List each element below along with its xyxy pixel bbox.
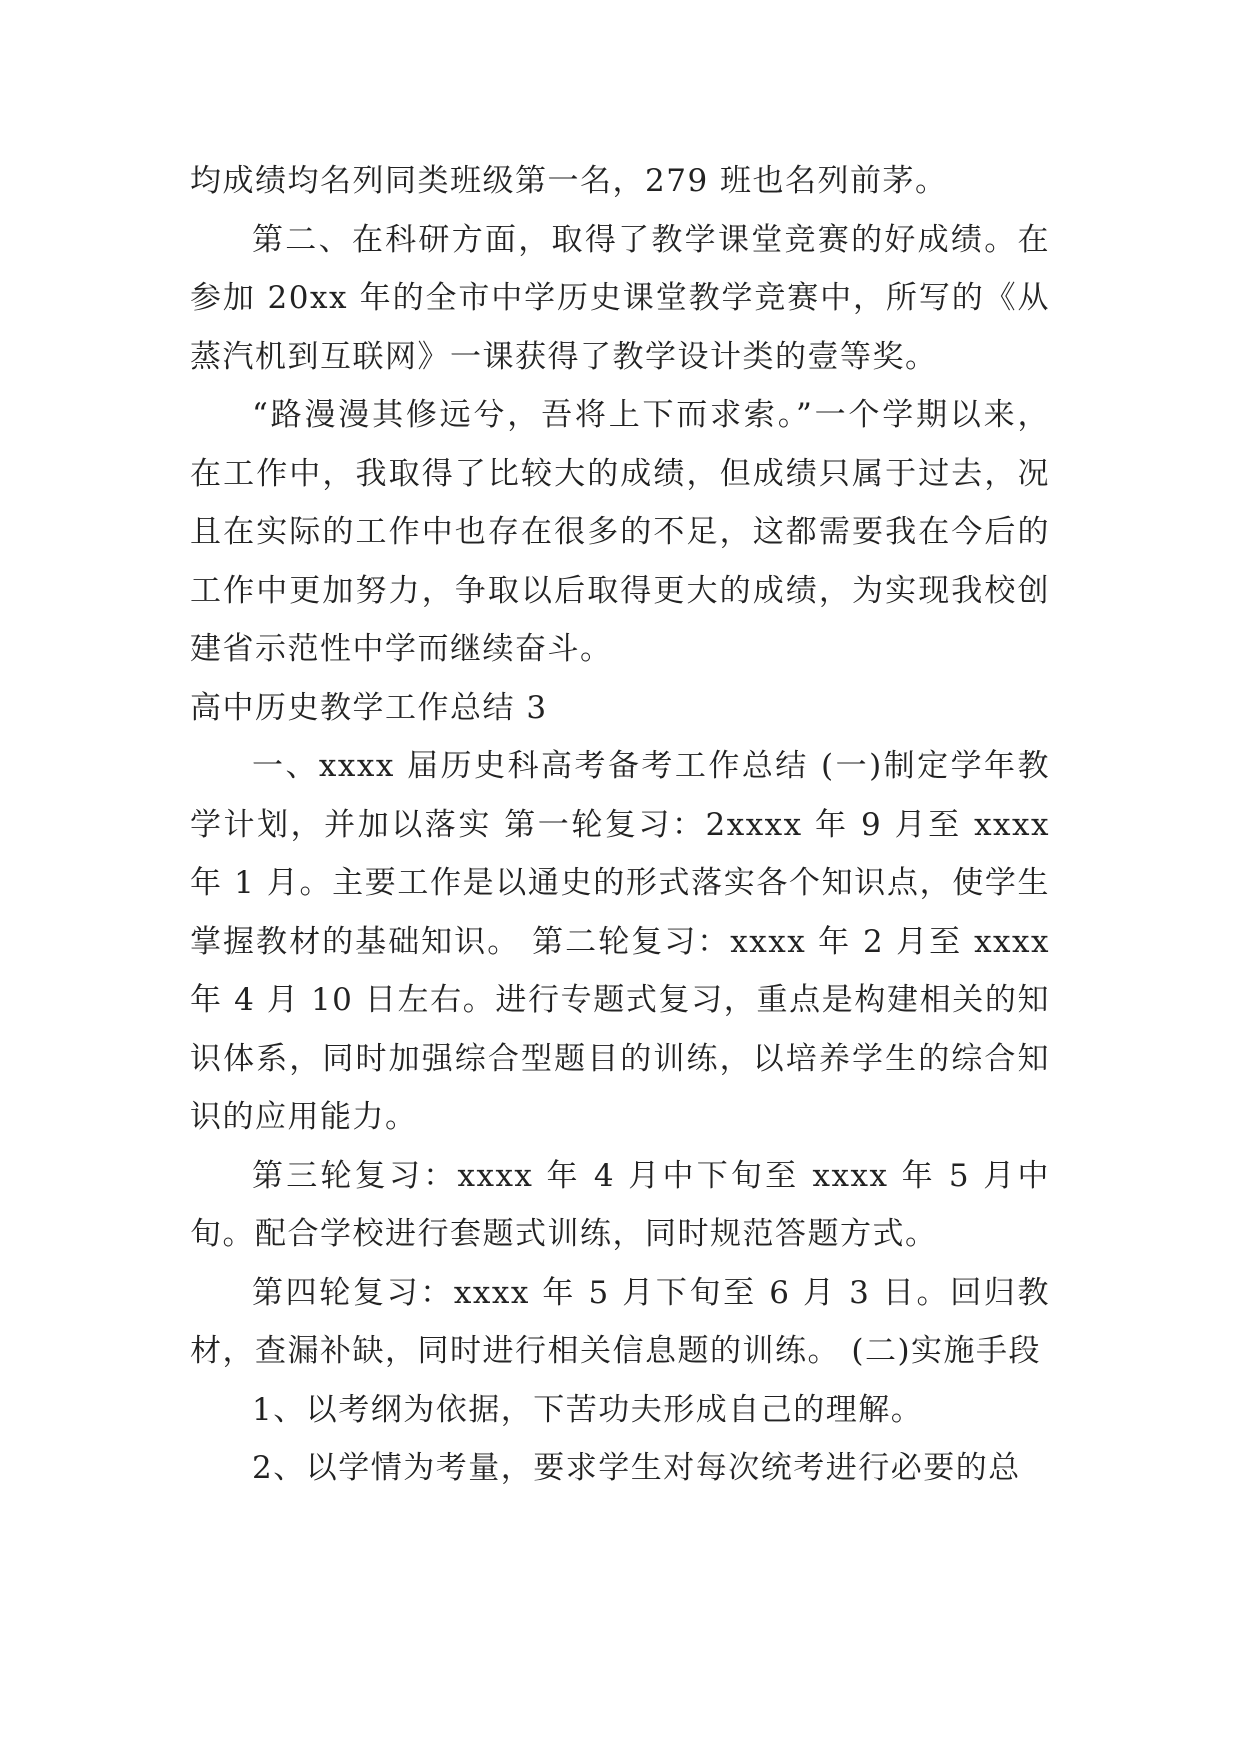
paragraph-method-1: 1、以考纲为依据，下苦功夫形成自己的理解。 [252, 1391, 924, 1428]
paragraph-third-review: 第三轮复习：xxxx 年 4 月中下旬至 xxxx 年 5 月中旬。配合学校进行套题式训练，同时规范答题方式。 [190, 1157, 1050, 1252]
paragraph-quote-conclusion: “路漫漫其修远兮，吾将上下而求索。”一个学期以来，在工作中，我取得了比较大的成绩，但成绩只属于过去，况且在实际的工作中也存在很多的不足，这都需要我在今后的工作中更加努力，争取以后取得更大的成绩，为实现我校创建省示范性中学而继续奋斗。 [190, 397, 1050, 667]
section-title: 高中历史教学工作总结 3 [190, 689, 548, 726]
document-body [190, 152, 1050, 1498]
paragraph-continuation: 均成绩均名列同类班级第一名，279 班也名列前茅。 [190, 163, 948, 199]
paragraph-fourth-review: 第四轮复习：xxxx 年 5 月下旬至 6 月 3 日。回归教材，查漏补缺，同时进行相关信息题的训练。 (二)实施手段 [190, 1274, 1050, 1369]
paragraph-review-plan: 一、xxxx 届历史科高考备考工作总结 (一)制定学年教学计划，并加以落实 第一轮复习：2xxxx 年 9 月至 xxxx 年 1 月。主要工作是以通史的形式落实各个知识点，使学生掌握教材的基础知识。 第二轮复习：xxxx 年 2 月至 xxxx 年 4 月 10 日左右。进行专题式复习，重点是构建相关的知识体系，同时加强综合型题目的训练，以培养学生的综合知识的应用能力。 [190, 748, 1050, 1135]
paragraph-method-2: 2、以学情为考量，要求学生对每次统考进行必要的总 [252, 1450, 1021, 1486]
paragraph-research: 第二、在科研方面，取得了教学课堂竞赛的好成绩。在参加 20xx 年的全市中学历史课堂教学竞赛中，所写的《从蒸汽机到互联网》一课获得了教学设计类的壹等奖。 [190, 221, 1050, 375]
